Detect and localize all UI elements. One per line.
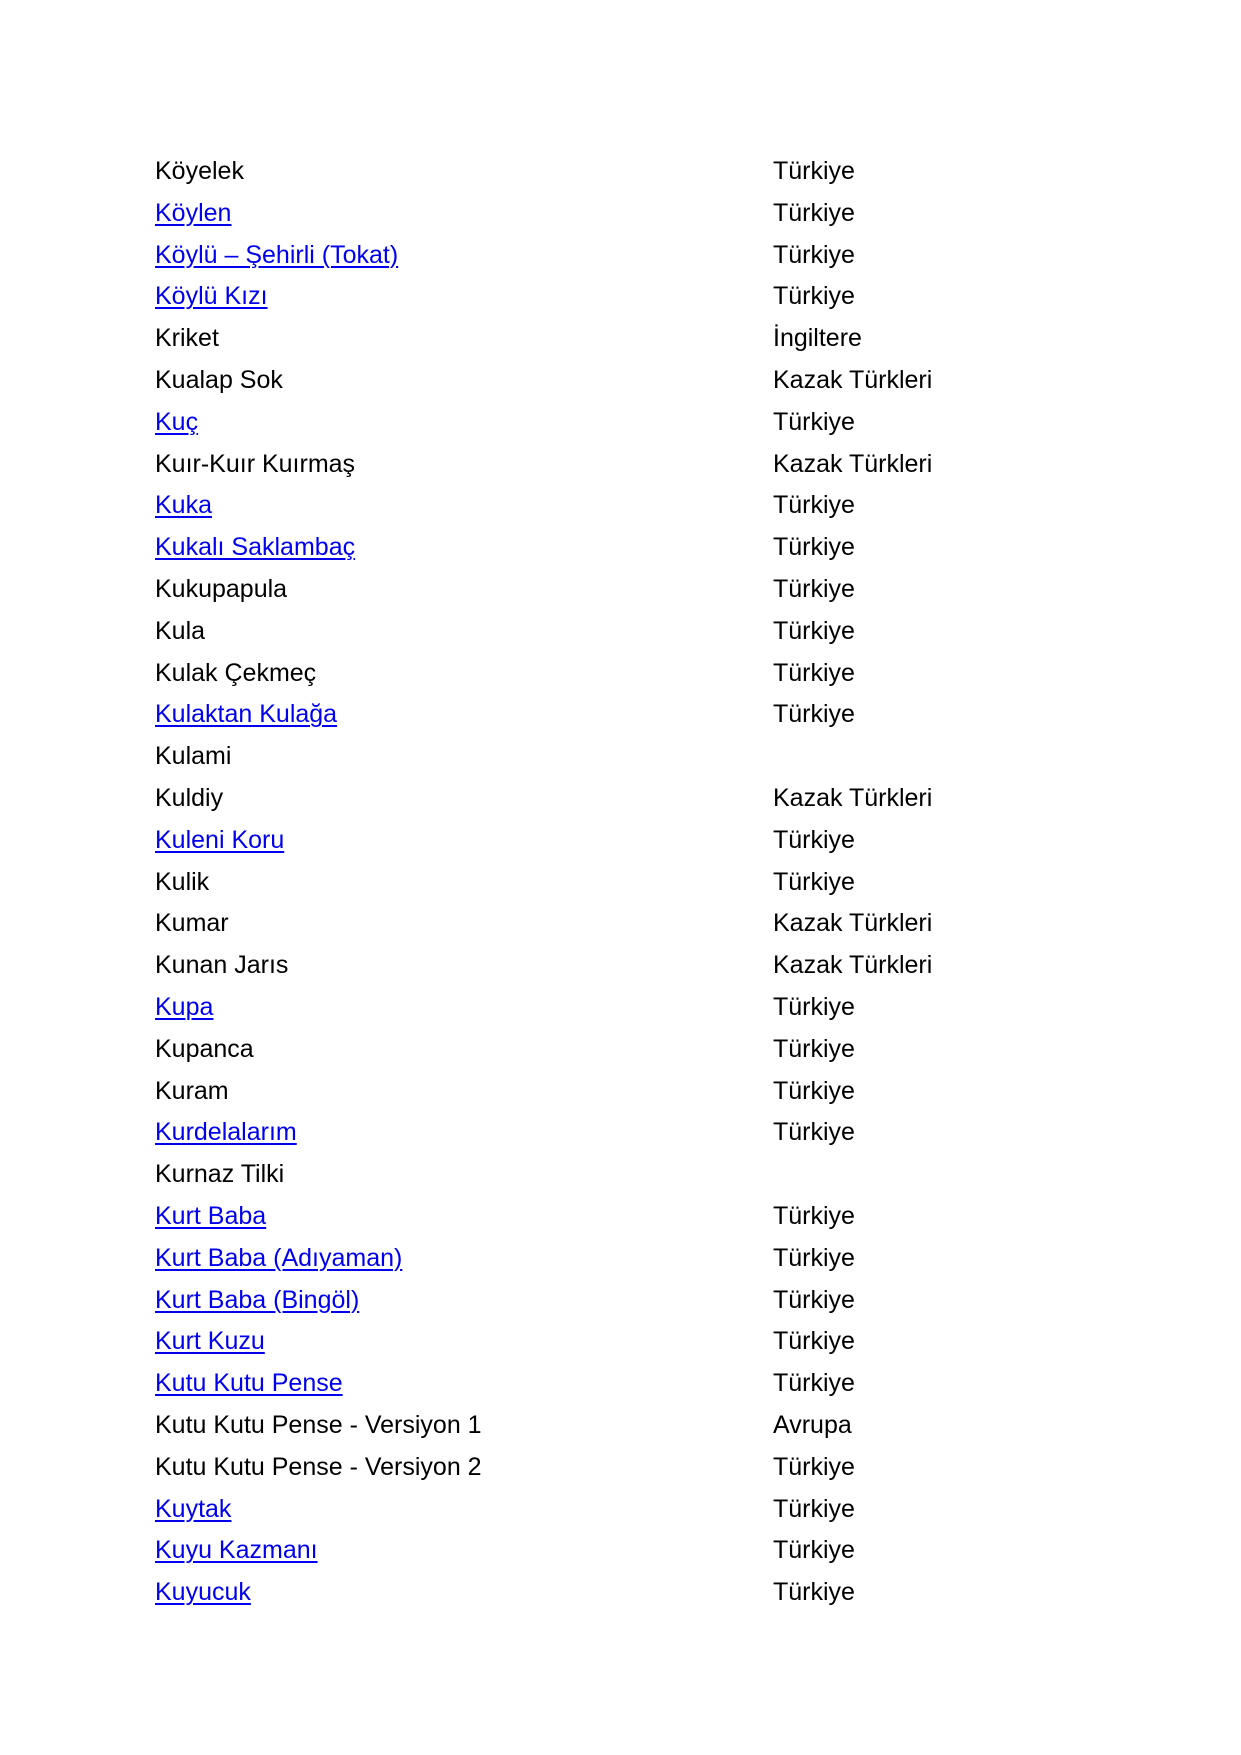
- table-row: [155, 945, 1055, 987]
- game-name-link[interactable]: Kuç: [155, 407, 199, 436]
- game-region: Türkiye: [773, 1536, 855, 1565]
- game-name-link[interactable]: Kutu Kutu Pense: [155, 1369, 343, 1398]
- game-name: Kutu Kutu Pense - Versiyon 1: [155, 1410, 482, 1439]
- table-row: [155, 151, 1055, 193]
- table-row: [155, 485, 1055, 527]
- game-region: Türkiye: [773, 1327, 855, 1356]
- game-name: Kuldiy: [155, 783, 224, 812]
- game-name: Köyelek: [155, 157, 244, 185]
- game-name-link[interactable]: Kuyucuk: [155, 1578, 251, 1607]
- table-row: [155, 360, 1055, 402]
- game-region: Türkiye: [773, 658, 855, 687]
- game-region: Türkiye: [773, 1494, 855, 1523]
- game-region: Kazak Türkleri: [773, 449, 933, 478]
- table-row: [155, 1321, 1055, 1363]
- game-name-link[interactable]: Köylü – Şehirli (Tokat): [155, 240, 399, 269]
- game-name-link[interactable]: Kurt Baba (Adıyaman): [155, 1243, 403, 1272]
- game-name: Kukupapula: [155, 574, 288, 603]
- table-row: [155, 1572, 1055, 1614]
- game-name-link[interactable]: Köylen: [155, 198, 232, 227]
- game-region: Avrupa: [773, 1410, 852, 1439]
- game-name-link[interactable]: Kulaktan Kulağa: [155, 700, 338, 729]
- table-row: [155, 1530, 1055, 1572]
- game-region: Türkiye: [773, 867, 855, 896]
- game-region: Türkiye: [773, 1452, 855, 1481]
- game-region: Türkiye: [773, 157, 855, 185]
- game-region: Türkiye: [773, 407, 855, 436]
- table-row: [155, 1238, 1055, 1280]
- game-region: Türkiye: [773, 1578, 855, 1607]
- game-region: Türkiye: [773, 198, 855, 227]
- game-name: Kuır-Kuır Kuırmaş: [155, 449, 356, 478]
- game-name: Kulami: [155, 742, 232, 771]
- game-name: Kuram: [155, 1076, 229, 1105]
- game-region: Türkiye: [773, 574, 855, 603]
- table-row: [155, 1071, 1055, 1113]
- game-name-link[interactable]: Kuyu Kazmanı: [155, 1536, 318, 1565]
- game-name-link[interactable]: Kukalı Saklambaç: [155, 533, 356, 562]
- game-region: Türkiye: [773, 1201, 855, 1230]
- game-name-link[interactable]: Kupa: [155, 992, 214, 1021]
- game-region: Türkiye: [773, 1285, 855, 1314]
- game-name: Kunan Jarıs: [155, 951, 289, 980]
- game-name-link[interactable]: Kurdelalarım: [155, 1118, 297, 1147]
- game-name-link[interactable]: Kuka: [155, 491, 212, 520]
- table-row: [155, 987, 1055, 1029]
- game-region: Kazak Türkleri: [773, 951, 933, 980]
- game-region: Türkiye: [773, 700, 855, 729]
- game-region: Türkiye: [773, 1369, 855, 1398]
- game-region: İngiltere: [773, 324, 862, 353]
- game-name: Kutu Kutu Pense - Versiyon 2: [155, 1452, 482, 1481]
- game-region: Türkiye: [773, 1118, 855, 1147]
- table-row: [155, 318, 1055, 360]
- game-region: Türkiye: [773, 533, 855, 562]
- game-name-link[interactable]: Kuleni Koru: [155, 825, 285, 854]
- table-row: [155, 862, 1055, 904]
- game-name-link[interactable]: Kurt Baba: [155, 1201, 267, 1230]
- game-name-link[interactable]: Kurt Kuzu: [155, 1327, 265, 1356]
- game-region: Türkiye: [773, 1076, 855, 1105]
- game-name: Kumar: [155, 909, 229, 938]
- table-row: [155, 444, 1055, 486]
- game-name: Kula: [155, 616, 206, 645]
- game-name-link[interactable]: Köylü Kızı: [155, 282, 268, 311]
- game-name: Kriket: [155, 324, 219, 353]
- table-row: [155, 193, 1055, 235]
- table-row: [155, 527, 1055, 569]
- table-row: [155, 736, 1055, 778]
- game-name: Kurnaz Tilki: [155, 1160, 285, 1189]
- game-name-link[interactable]: Kurt Baba (Bingöl): [155, 1285, 360, 1314]
- game-region: Türkiye: [773, 1243, 855, 1272]
- table-row: [155, 820, 1055, 862]
- game-region: Türkiye: [773, 240, 855, 269]
- game-name: Kualap Sok: [155, 365, 283, 394]
- game-region: Kazak Türkleri: [773, 783, 933, 812]
- game-name: Kulak Çekmeç: [155, 658, 317, 687]
- table-row: [155, 1196, 1055, 1238]
- game-region: Türkiye: [773, 491, 855, 520]
- table-row: [155, 1447, 1055, 1489]
- game-name: Kulik: [155, 867, 210, 896]
- table-row: [155, 653, 1055, 695]
- table-row: [155, 778, 1055, 820]
- table-row: [155, 276, 1055, 318]
- game-name: Kupanca: [155, 1034, 254, 1063]
- game-region: Kazak Türkleri: [773, 365, 933, 394]
- table-row: [155, 235, 1055, 277]
- table-row: [155, 1154, 1055, 1196]
- games-table: [155, 151, 1055, 1614]
- game-region: Kazak Türkleri: [773, 909, 933, 938]
- table-row: [155, 1112, 1055, 1154]
- table-row: [155, 1029, 1055, 1071]
- table-row: [155, 903, 1055, 945]
- table-row: [155, 694, 1055, 736]
- game-region: Türkiye: [773, 992, 855, 1021]
- game-name-link[interactable]: Kuytak: [155, 1494, 232, 1523]
- game-region: Türkiye: [773, 1034, 855, 1063]
- table-row: [155, 569, 1055, 611]
- game-region: Türkiye: [773, 616, 855, 645]
- table-row: [155, 611, 1055, 653]
- table-row: [155, 1489, 1055, 1531]
- game-region: Türkiye: [773, 825, 855, 854]
- table-row: [155, 1280, 1055, 1322]
- game-region: Türkiye: [773, 282, 855, 311]
- table-row: [155, 1363, 1055, 1405]
- table-row: [155, 1405, 1055, 1447]
- table-row: [155, 402, 1055, 444]
